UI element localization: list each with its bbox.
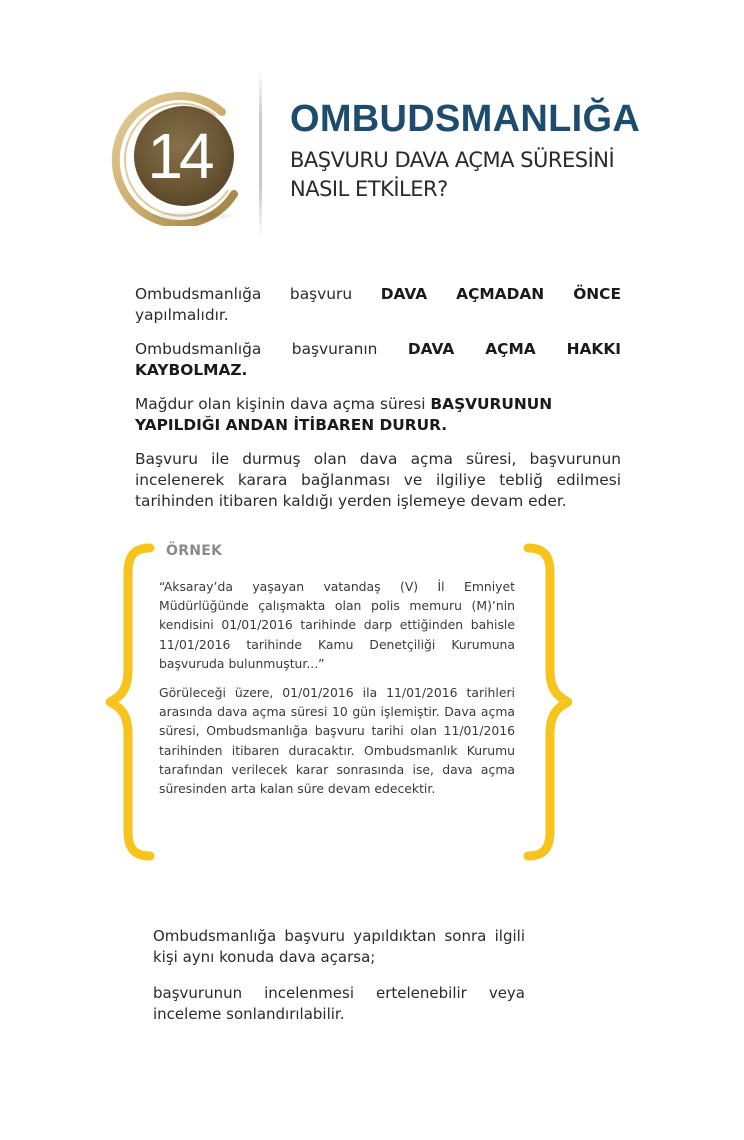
left-brace-icon [106, 542, 158, 862]
example-quote: “Aksaray’da yaşayan vatandaş (V) İl Emniyet Müdürlüğünde çalışmakta olan polis memuru (M)’nin kendisini 01/01/2016 tarihinde darp ettiğinden bahisle 11/01/2016 tarihinde Kamu Denetçiliği Kurumuna başvuruda bulunmuştur...” [159, 579, 515, 671]
outro-paragraph-2: başvurunun incelenmesi ertelenebilir veya inceleme sonlandırılabilir. [153, 984, 525, 1023]
outro-paragraph-1: Ombudsmanlığa başvuru yapıldıktan sonra ilgili kişi aynı konuda dava açarsa; [153, 927, 525, 966]
intro-p1-text: Ombudsmanlığa başvuru [135, 285, 381, 303]
outro-section [153, 926, 525, 1040]
intro-p2-text: Ombudsmanlığa başvuranın [135, 340, 408, 358]
intro-paragraph-2 [135, 339, 621, 381]
example-body [159, 577, 515, 808]
intro-p1-emphasis: DAVA AÇMADAN ÖNCE [380, 285, 621, 303]
intro-paragraph-3 [135, 394, 621, 436]
intro-p1-text-end: yapılmalıdır. [135, 306, 229, 324]
intro-p3-emphasis: BAŞVURUNUN YAPILDIĞI ANDAN İTİBAREN DURUR. [135, 395, 553, 434]
right-brace-icon [520, 542, 572, 862]
page-subtitle: BAŞVURU DAVA AÇMA SÜRESİNİ NASIL ETKİLER? [290, 148, 615, 201]
section-number-badge [104, 86, 244, 226]
intro-p3-text: Mağdur olan kişinin dava açma süresi [135, 395, 431, 413]
intro-section [135, 284, 621, 525]
header-divider [259, 70, 262, 238]
section-number: 14 [147, 120, 211, 192]
intro-p2-emphasis: DAVA AÇMA HAKKI KAYBOLMAZ. [135, 340, 621, 379]
intro-paragraph-1 [135, 284, 621, 326]
example-explanation: Görüleceği üzere, 01/01/2016 ila 11/01/2016 tarihleri arasında dava açma süresi 10 gün işlemiştir. Dava açma süresi, Ombudsmanlığa başvuru tarihi olan 11/01/2016 tarihinden itibaren duracaktır. Ombudsmanlık Kurumu tarafından verilecek karar sonrasında ise, dava açma süresinden arta kalan süre devam edecektir. [159, 685, 515, 797]
page-title: OMBUDSMANLIĞA [290, 98, 641, 140]
example-label: ÖRNEK [166, 543, 223, 559]
intro-paragraph-4: Başvuru ile durmuş olan dava açma süresi, başvurunun incelenerek karara bağlanması ve ilgiliye tebliğ edilmesi tarihinden itibaren kaldığı yerden işlemeye devam eder. [135, 450, 621, 510]
